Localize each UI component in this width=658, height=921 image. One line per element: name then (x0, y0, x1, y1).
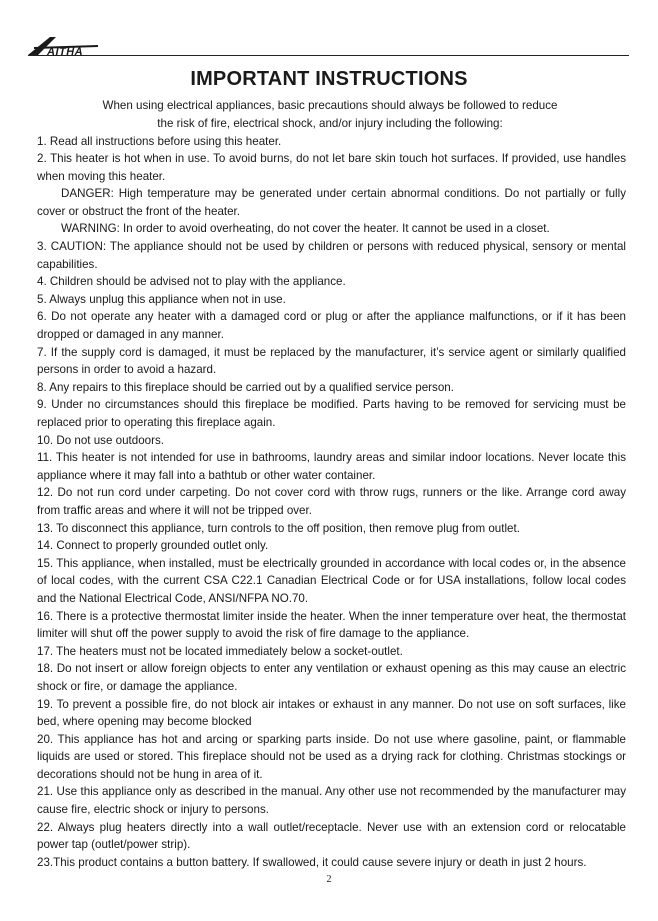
brand-logo-mark (28, 34, 102, 56)
brand-logo-text: AITHA (47, 46, 84, 56)
instruction-item: 13. To disconnect this appliance, turn controls to the off position, then remove plug from outlet. (37, 521, 520, 535)
instruction-item: 4. Children should be advised not to play with the appliance. (37, 275, 346, 289)
instruction-item: 8. Any repairs to this fireplace should be carried out by a qualified service person. (37, 380, 454, 394)
instruction-item: 18. Do not insert or allow foreign objects to enter any ventilation or exhaust opening as this may cause an electric shock or fire, or damage the appliance. (37, 662, 626, 693)
intro-line: the risk of fire, electrical shock, and/or injury including the following: (157, 116, 503, 130)
instruction-item: 12. Do not run cord under carpeting. Do not cover cord with throw rugs, runners or the like. Arrange cord away from traffic areas and where it will not be tripped over. (37, 486, 626, 517)
header-rule (28, 55, 629, 56)
intro-text (60, 97, 600, 132)
instruction-item: 16. There is a protective thermostat limiter inside the heater. When the inner temperature over heat, the thermostat limiter will shut off the power supply to avoid the risk of fire damage to the appliance. (37, 609, 626, 641)
instruction-item: 21. Use this appliance only as described in the manual. Any other use not recommended by the manufacturer may cause fire, electric shock or injury to persons. (37, 785, 626, 817)
danger-notice: DANGER: High temperature may be generated under certain abnormal conditions. Do not partially or fully cover or obstruct the front of the heater. (37, 187, 626, 218)
instruction-item: 20. This appliance has hot and arcing or sparking parts inside. Do not use where gasoline, paint, or flammable liquids are used or stored. This fireplace should not be used as a drying rack for clothing. Christmas stockings or decorations should not be hung in area of it. (37, 732, 626, 781)
page-number: 2 (326, 874, 332, 885)
instruction-list (37, 133, 626, 872)
warning-notice: WARNING: In order to avoid overheating, do not cover the heater. It cannot be used in a closet. (61, 222, 550, 236)
instruction-item: 7. If the supply cord is damaged, it must be replaced by the manufacturer, it’s service agent or similarly qualified persons in order to avoid a hazard. (37, 345, 626, 377)
instruction-item: 14. Connect to properly grounded outlet only. (37, 539, 269, 553)
instruction-item: 5. Always unplug this appliance when not in use. (37, 292, 286, 306)
intro-line: When using electrical appliances, basic precautions should always be followed to reduce (102, 99, 558, 112)
instruction-item: 6. Do not operate any heater with a damaged cord or plug or after the appliance malfunctions, or if it has been dropped or damaged in any manner. (37, 310, 626, 342)
instruction-item: 15. This appliance, when installed, must be electrically grounded in accordance with local codes or, in the absence of local codes, with the current CSA C22.1 Canadian Electrical Code or for USA installations, follow local codes and the National Electrical Code, ANSI/NFPA NO.70. (37, 556, 626, 605)
instruction-item: 22. Always plug heaters directly into a wall outlet/receptacle. Never use with an extension cord or relocatable power tap (outlet/power strip). (37, 820, 626, 852)
brand-logo (28, 34, 102, 56)
instruction-item: 9. Under no circumstances should this fireplace be modified. Parts having to be removed for servicing must be replaced prior to operating this fireplace again. (37, 398, 626, 429)
instruction-item: 23.This product contains a button battery. If swallowed, it could cause severe injury or death in just 2 hours. (37, 855, 587, 869)
instruction-item: 11. This heater is not intended for use in bathrooms, laundry areas and similar indoor locations. Never locate this appliance where it may fall into a bathtub or other water container. (37, 451, 626, 482)
instruction-item: 3. CAUTION: The appliance should not be used by children or persons with reduced physical, sensory or mental capabilities. (37, 240, 626, 271)
instruction-item: 1. Read all instructions before using this heater. (37, 134, 282, 148)
page-title: IMPORTANT INSTRUCTIONS (190, 68, 468, 90)
instruction-item: 10. Do not use outdoors. (37, 433, 164, 447)
instruction-item: 2. This heater is hot when in use. To avoid burns, do not let bare skin touch hot surfaces. If provided, use handles when moving this heater. (37, 152, 626, 183)
instruction-item: 19. To prevent a possible fire, do not block air intakes or exhaust in any manner. Do not use on soft surfaces, like bed, where opening may become blocked (37, 697, 626, 729)
instruction-item: 17. The heaters must not be located immediately below a socket-outlet. (37, 644, 403, 658)
